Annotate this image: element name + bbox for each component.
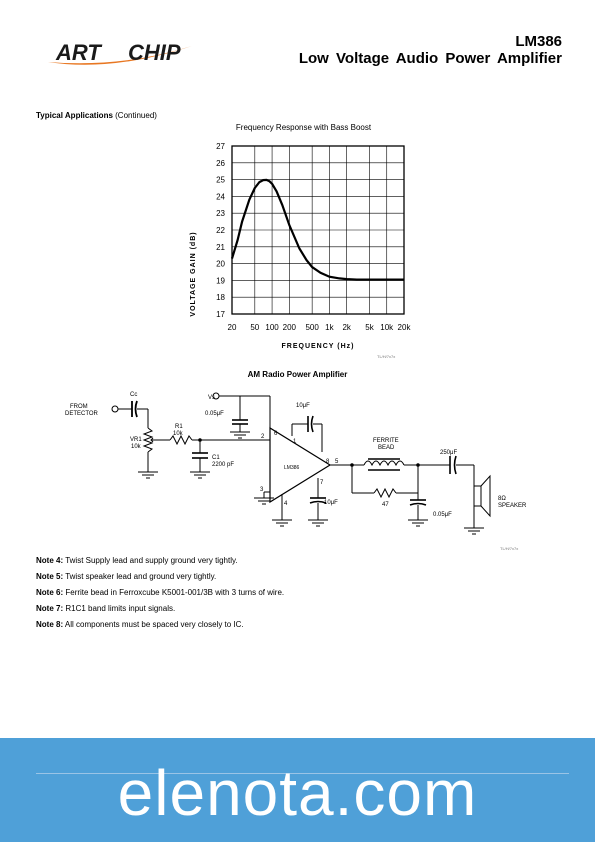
chart-x-tick-label: 5k	[365, 323, 374, 332]
note-7-label: Note 7:	[36, 604, 64, 613]
label-pin3: 3	[260, 487, 264, 493]
note-4-label: Note 4:	[36, 556, 64, 565]
note-4-text: Twist Supply lead and supply ground very tightly.	[65, 556, 238, 565]
chart-x-axis-label: FREQUENCY (Hz)	[281, 343, 355, 350]
chart-y-axis-label: VOLTAGE GAIN (dB)	[190, 231, 197, 317]
label-c-out: 250μF	[440, 450, 458, 456]
label-bead: BEAD	[378, 445, 395, 451]
label-ferrite: FERRITE	[373, 438, 399, 444]
watermark-text: elenota.com	[117, 757, 478, 829]
logo-text-art: ART	[56, 40, 101, 65]
label-vr1: VR1	[130, 437, 142, 443]
chart-y-tick-label: 22	[216, 226, 225, 235]
chart-code: TL/H/7x7x	[377, 354, 396, 359]
note-7	[36, 604, 175, 613]
chart-x-tick-label: 200	[282, 323, 297, 332]
label-c-bypass: 10μF	[324, 500, 338, 506]
artschip-logo	[42, 32, 207, 81]
note-5	[36, 572, 216, 581]
page-title: Low Voltage Audio Power Amplifier	[298, 50, 562, 67]
label-ic: LM386	[284, 465, 300, 471]
note-8-text: All components must be spaced very closely to IC.	[64, 620, 244, 629]
chart-x-tick-label: 1k	[325, 323, 334, 332]
chart-x-tick-label: 2k	[342, 323, 351, 332]
note-6-label: Note 6:	[36, 588, 64, 597]
chart-x-tick-label: 20	[227, 323, 237, 332]
c1-capacitor	[190, 440, 210, 478]
chart-title: Frequency Response with Bass Boost	[235, 123, 372, 132]
r1-resistor	[160, 436, 270, 444]
note-8	[36, 620, 244, 629]
circuit-title: AM Radio Power Amplifier	[247, 370, 348, 379]
output-network	[330, 456, 484, 534]
lm386-amplifier	[254, 416, 330, 526]
label-pin7: 7	[320, 480, 324, 486]
speaker-icon	[474, 476, 490, 516]
label-pin6: 6	[274, 431, 278, 437]
chart-x-tick-label: 500	[305, 323, 319, 332]
chart-x-tick-label: 20k	[397, 323, 411, 332]
input-terminal	[112, 401, 148, 428]
section-label	[36, 111, 157, 120]
chart-title-wrap	[0, 123, 595, 132]
chart-y-tick-labels	[216, 142, 225, 319]
circuit-code: TL/H/7x7x	[500, 546, 519, 551]
chart-x-tick-label: 100	[265, 323, 279, 332]
chart-x-tick-labels	[228, 323, 412, 332]
label-r1: R1	[175, 424, 183, 430]
label-from: FROM	[70, 404, 88, 410]
label-r47: 47	[382, 502, 389, 508]
label-speaker: SPEAKER	[498, 503, 527, 509]
note-6-text: Ferrite bead in Ferroxcube K5001-001/3B with 3 turns of wire.	[65, 588, 285, 597]
chart-x-tick-label: 10k	[380, 323, 394, 332]
label-detector: DETECTOR	[65, 411, 98, 417]
chart-y-tick-label: 17	[216, 310, 225, 319]
label-pin4: 4	[284, 501, 288, 507]
logo-text-chip: CHIP	[128, 40, 181, 65]
chart-y-tick-label: 24	[216, 192, 225, 202]
note-8-label: Note 8:	[36, 620, 64, 629]
label-c1: C1	[212, 455, 220, 461]
section-label-bold: Typical Applications	[36, 111, 113, 120]
label-c-gain: 10μF	[296, 403, 310, 409]
label-speaker-ohms: 8Ω	[498, 496, 506, 502]
note-4	[36, 556, 238, 565]
note-5-label: Note 5:	[36, 572, 64, 581]
frequency-response-chart	[180, 134, 420, 364]
label-c-snub: 0.05μF	[433, 512, 452, 518]
note-5-text: Twist speaker lead and ground very tightly.	[65, 572, 217, 581]
label-cc: Cc	[130, 392, 138, 398]
chart-y-tick-label: 19	[216, 276, 225, 286]
label-pin5: 5	[335, 459, 339, 465]
label-c1-value: 2200 pF	[212, 462, 235, 468]
part-number: LM386	[515, 33, 562, 50]
note-6	[36, 588, 284, 597]
chart-y-tick-label: 25	[216, 175, 225, 185]
am-radio-schematic	[60, 380, 540, 555]
label-pin1: 1	[293, 439, 297, 445]
chart-y-tick-label: 23	[216, 209, 225, 219]
label-pin2: 2	[261, 434, 265, 440]
chart-y-tick-label: 21	[216, 242, 225, 252]
section-label-rest: (Continued)	[115, 111, 157, 120]
chart-y-tick-label: 18	[216, 293, 225, 303]
note-7-text: R1C1 band limits input signals.	[65, 604, 176, 613]
label-c-supply: 0.05μF	[205, 411, 224, 417]
label-vr1-value: 10k	[131, 444, 141, 450]
label-vs: Vs	[208, 395, 216, 401]
label-pin8: 8	[326, 459, 330, 465]
chart-grid	[232, 146, 404, 314]
label-r1-value: 10k	[173, 431, 183, 437]
chart-y-tick-label: 26	[216, 158, 225, 168]
vr1-potentiometer	[138, 428, 160, 478]
chart-x-tick-label: 50	[250, 323, 260, 332]
chart-y-tick-label: 20	[216, 259, 225, 269]
chart-y-tick-label: 27	[216, 142, 225, 151]
